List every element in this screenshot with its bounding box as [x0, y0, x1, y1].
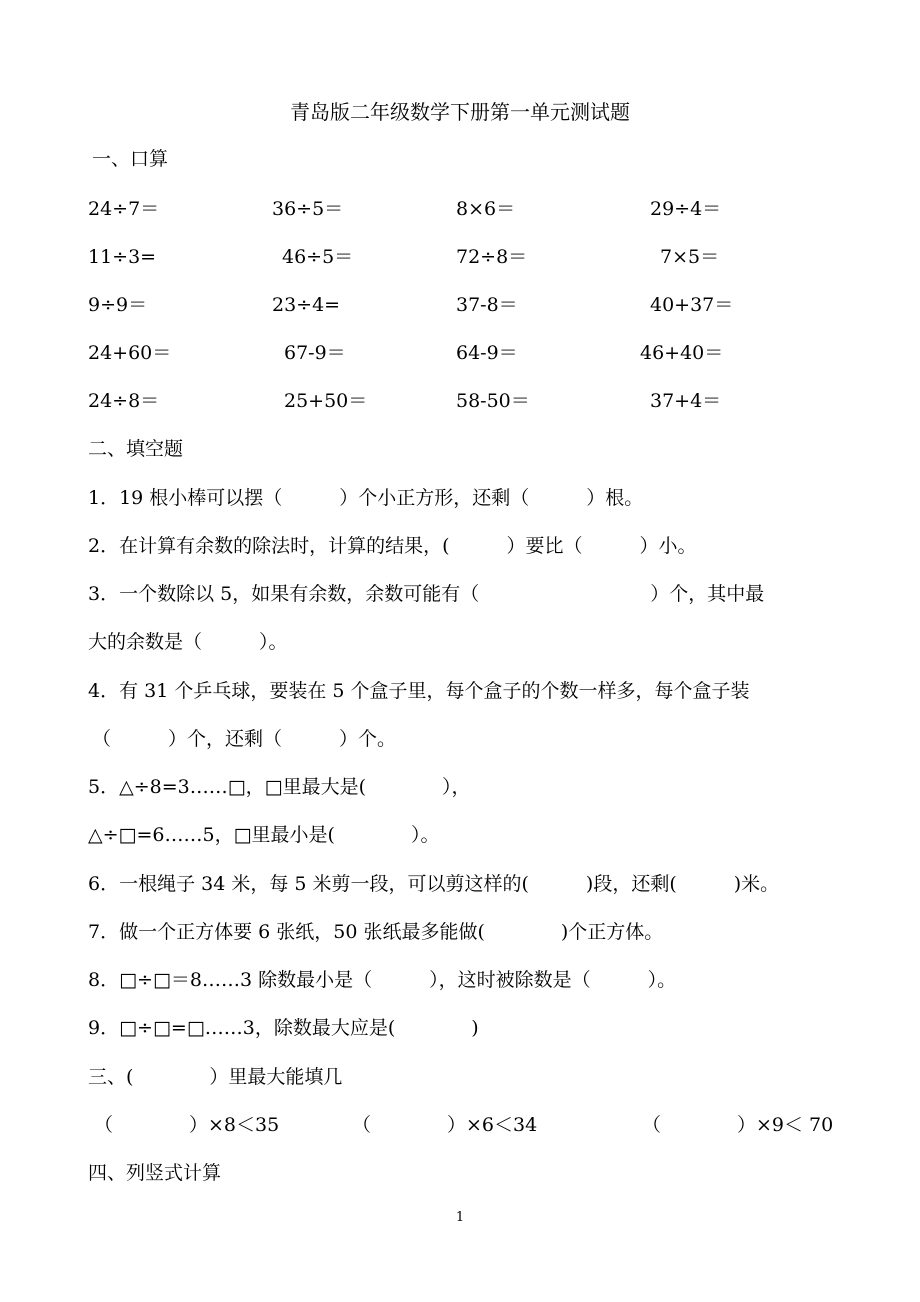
question-2: 2．在计算有余数的除法时，计算的结果，( ）要比（ ）小。 [88, 535, 697, 557]
calc-item: 64-9＝ [456, 342, 518, 364]
calc-item: 37-8＝ [456, 294, 518, 316]
question-3: 3．一个数除以 5，如果有余数，余数可能有（ ）个，其中最 [88, 583, 765, 605]
calc-item: 37+4＝ [650, 390, 722, 412]
section3-heading: 三、( ）里最大能填几 [88, 1066, 343, 1088]
calc-item: 24+60＝ [88, 342, 172, 364]
section2-heading: 二、填空题 [88, 438, 184, 460]
calc-item: 46÷5＝ [282, 246, 354, 268]
page-title: 青岛版二年级数学下册第一单元测试题 [290, 100, 630, 124]
inequality-item: （ ）×9＜ 70 [642, 1114, 834, 1136]
question-4: 4．有 31 个乒乓球，要装在 5 个盒子里，每个盒子的个数一样多，每个盒子装 [88, 680, 750, 702]
calc-item: 46+40＝ [640, 342, 724, 364]
calc-item: 40+37＝ [650, 294, 734, 316]
inequality-item: （ ）×6＜34 [352, 1114, 538, 1136]
question-5-continued: △÷□=6……5，□里最小是( ）。 [88, 824, 440, 846]
inequality-item: （ ）×8＜35 [94, 1114, 280, 1136]
calc-item: 72÷8＝ [456, 246, 528, 268]
calc-item: 7×5＝ [660, 246, 720, 268]
calc-item: 25+50＝ [284, 390, 368, 412]
question-1: 1．19 根小棒可以摆（ ）个小正方形，还剩（ ）根。 [88, 487, 644, 509]
calc-item: 24÷7＝ [88, 198, 160, 220]
question-7: 7．做一个正方体要 6 张纸，50 张纸最多能做( )个正方体。 [88, 921, 664, 943]
calc-item: 24÷8＝ [88, 390, 160, 412]
page-number: 1 [455, 1210, 465, 1225]
section1-heading: 一、口算 [92, 148, 169, 170]
calc-item: 23÷4= [272, 294, 341, 316]
question-4-continued: （ ）个，还剩（ ）个。 [92, 728, 397, 750]
calc-item: 29÷4＝ [650, 198, 722, 220]
section4-heading: 四、列竖式计算 [88, 1162, 222, 1184]
calc-item: 67-9＝ [284, 342, 346, 364]
calc-item: 11÷3= [88, 246, 157, 268]
calc-item: 36÷5＝ [272, 198, 344, 220]
calc-item: 8×6＝ [456, 198, 516, 220]
question-3-continued: 大的余数是（ ）。 [88, 631, 288, 653]
calc-item: 58-50＝ [456, 390, 530, 412]
question-6: 6．一根绳子 34 米，每 5 米剪一段，可以剪这样的( )段，还剩( )米。 [88, 873, 780, 895]
question-9: 9．□÷□=□……3，除数最大应是( ) [88, 1017, 479, 1039]
calc-item: 9÷9＝ [88, 294, 148, 316]
question-5: 5．△÷8=3……□，□里最大是( ）， [88, 776, 471, 798]
question-8: 8．□÷□＝8……3 除数最小是（ ），这时被除数是（ ）。 [88, 969, 677, 991]
